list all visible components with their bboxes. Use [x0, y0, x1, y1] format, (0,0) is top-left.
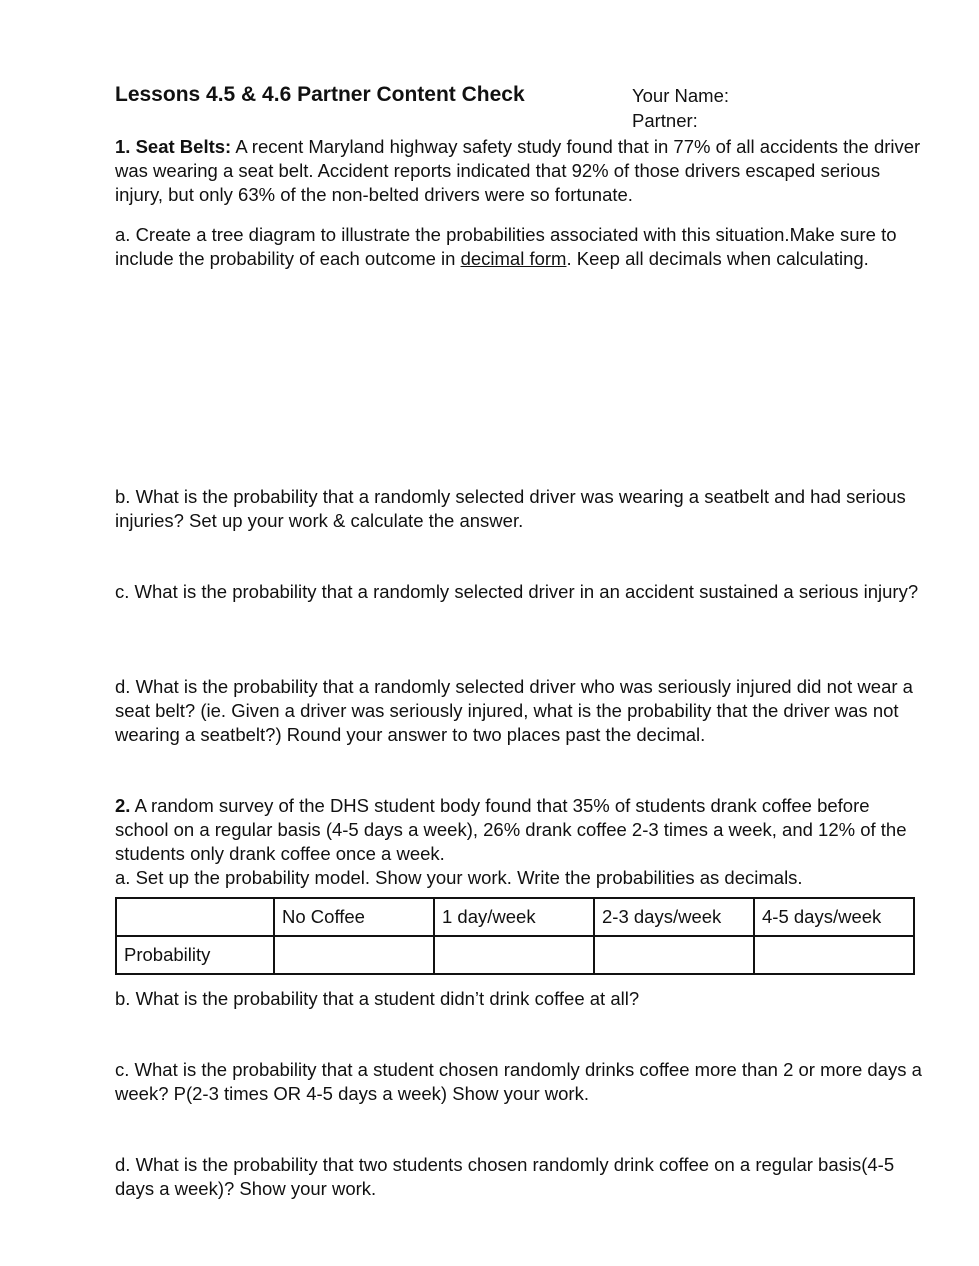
q1-d-text: d. What is the probability that a randomly selected driver who was seriously injured did not wear a seat belt? (ie. Given a driver was seriously injured, what is the probability that the driver was not wearing a seatbelt?) Round your answer to two places past the decimal.: [115, 676, 913, 745]
q1-part-a: [115, 223, 930, 271]
q1-intro-text: A recent Maryland highway safety study found that in 77% of all accidents the driver was wearing a seat belt. Accident reports indicated that 92% of those drivers escaped serious injury, but only 63% of the non-belted drivers were so fortunate.: [115, 136, 921, 205]
q2-number: 2.: [115, 795, 131, 816]
q1-number: 1.: [115, 136, 131, 157]
q2-a-text: a. Set up the probability model. Show your work. Write the probabilities as decimals.: [115, 867, 803, 888]
table-header-row: [116, 898, 914, 936]
answer-cell-no-coffee[interactable]: [274, 936, 434, 974]
q2-part-c: [115, 1058, 927, 1106]
table-row: [116, 936, 914, 974]
q1-heading-text: Seat Belts:: [135, 136, 232, 157]
page-title: Lessons 4.5 & 4.6 Partner Content Check: [115, 83, 525, 106]
q2-b-text: b. What is the probability that a student didn’t drink coffee at all?: [115, 988, 640, 1009]
q1-part-c: [115, 580, 927, 604]
q1-a-decimal-form: decimal form: [460, 248, 567, 269]
table-header-cell: 1 day/week: [434, 898, 594, 936]
answer-cell-1-day[interactable]: [434, 936, 594, 974]
q1-c-text: c. What is the probability that a randomly selected driver in an accident sustained a serious injury?: [115, 581, 919, 602]
your-name-label: Your Name:: [632, 85, 730, 106]
q1-a-text: a. Create a tree diagram to illustrate the probabilities associated with this situation.Make sure to include the probability of each outcome in: [115, 224, 897, 269]
q2-part-d: [115, 1153, 927, 1201]
q1-a-text-end: . Keep all decimals when calculating.: [566, 248, 869, 269]
q2-intro: [115, 794, 927, 890]
q1-b-text: b. What is the probability that a randomly selected driver was wearing a seatbelt and had serious injuries? Set up your work & calculate the answer.: [115, 486, 906, 531]
q2-intro-text: A random survey of the DHS student body found that 35% of students drank coffee before school on a regular basis (4-5 days a week), 26% drank coffee 2-3 times a week, and 12% of the students only drank coffee once a week.: [115, 795, 907, 864]
q2-part-b: [115, 987, 927, 1011]
table-header-cell: 2-3 days/week: [594, 898, 754, 936]
probability-table: [115, 897, 915, 975]
q1-intro: [115, 135, 927, 207]
answer-cell-2-3-days[interactable]: [594, 936, 754, 974]
q1-heading: [115, 136, 231, 157]
q2-c-text: c. What is the probability that a student chosen randomly drinks coffee more than 2 or more days a week? P(2-3 times OR 4-5 days a week) Show your work.: [115, 1059, 922, 1104]
table-header-cell: No Coffee: [274, 898, 434, 936]
q1-part-b: [115, 485, 927, 533]
answer-cell-4-5-days[interactable]: [754, 936, 914, 974]
table-row-label: Probability: [116, 936, 274, 974]
partner-label: Partner:: [632, 110, 698, 131]
table-header-cell: 4-5 days/week: [754, 898, 914, 936]
q1-part-d: [115, 675, 927, 747]
q2-d-text: d. What is the probability that two students chosen randomly drink coffee on a regular basis(4-5 days a week)? Show your work.: [115, 1154, 895, 1199]
table-header-cell: [116, 898, 274, 936]
